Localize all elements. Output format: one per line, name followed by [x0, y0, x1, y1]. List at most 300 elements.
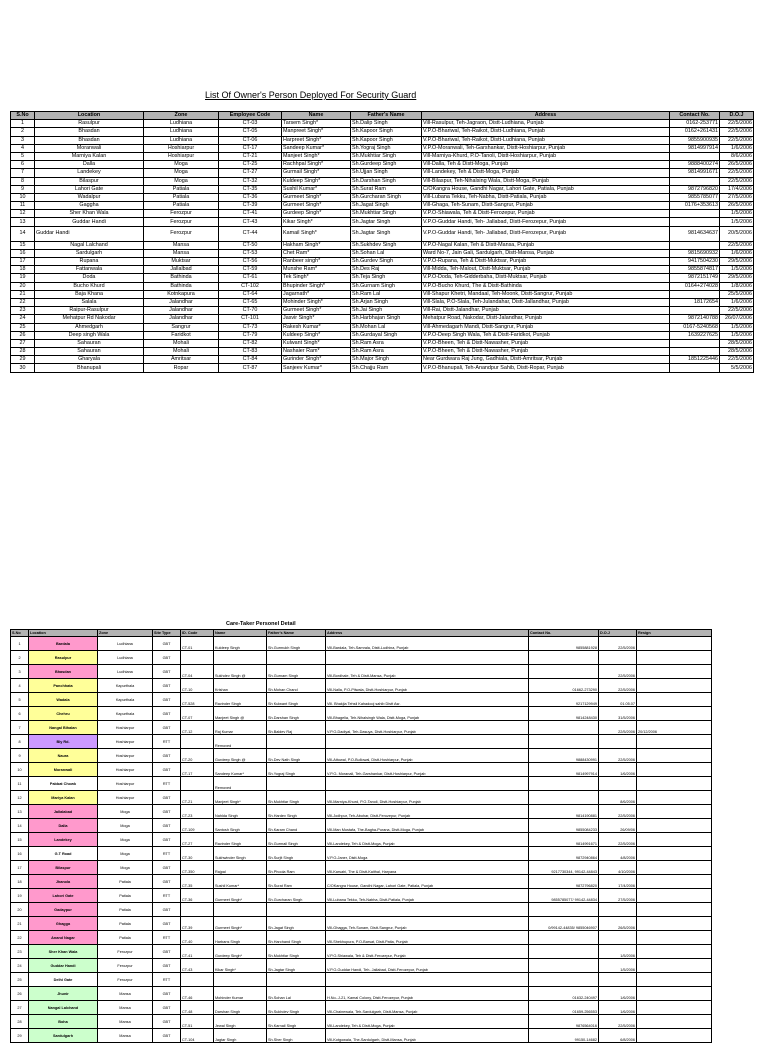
ct-cell-father-name: Sh.Surjit Singh	[267, 847, 326, 861]
cell-address: Vill-Rasulpur, Teh-Jagraon, Distt-Ludhiana, Punjab	[422, 120, 670, 128]
ct-cell-doj: 01.05.07	[599, 693, 637, 707]
ct-cell-site-type: GBT	[153, 1029, 181, 1043]
cell-name: Kulwant Singh*	[282, 339, 351, 347]
cell-sno: 21	[11, 290, 35, 298]
cell-contact: 9872796820	[670, 185, 720, 193]
ct-cell-location: Anand Nagar	[29, 931, 98, 945]
cell-sno: 23	[11, 307, 35, 315]
ct-cell-resign	[637, 651, 712, 665]
ct-cell-contact	[529, 973, 599, 987]
ct-cell-father-name: Sh.Dev Nath Singh	[267, 749, 326, 763]
ct-cell-resign	[637, 791, 712, 805]
ct-cell-address	[326, 903, 529, 917]
cell-contact: 9815690932	[670, 249, 720, 257]
cell-sno: 4	[11, 144, 35, 152]
cell-address: Vill-Landekey, Teh & Distt-Moga, Punjab	[422, 169, 670, 177]
ct-cell-name: Kuldeep Singh	[214, 637, 267, 651]
cell-address: C/OKangra House, Gandhi Nagar, Lahori Gate, Patiala, Punjab	[422, 185, 670, 193]
cell-name: Manjeet Singh*	[282, 152, 351, 160]
cell-doj: 25/5/2006	[720, 290, 754, 298]
cell-doj: 1/6/2006	[720, 298, 754, 306]
cell-doj: 1/5/2006	[720, 218, 754, 226]
cell-contact	[670, 348, 720, 356]
ct-cell-contact	[529, 791, 599, 805]
ct-cell-address: Vill-Nalla, P.O-Pitwala, Distt-Hoshiarpur, Punjab	[326, 679, 529, 693]
ct-cell-sno: 4	[11, 679, 29, 693]
ct-header-site-type: Site Type	[153, 630, 181, 637]
ct-cell-resign	[637, 637, 712, 651]
ct-cell-resign	[637, 749, 712, 763]
ct-cell-id-code: CT-40	[181, 931, 214, 945]
ct-cell-site-type: RTT	[153, 777, 181, 791]
cell-sno: 25	[11, 323, 35, 331]
cell-sno: 1	[11, 120, 35, 128]
ct-cell-address	[326, 735, 529, 749]
ct-cell-address: V.P.O- Moranali, Teh-Garshankar, Distt-Hoshiarpur, Punjab	[326, 763, 529, 777]
ct-cell-zone: Hoshiarpur	[98, 763, 153, 777]
cell-father-name: Sh.Gurcharan Singh	[351, 193, 422, 201]
cell-employee-code: CT-27	[219, 169, 282, 177]
ct-cell-location: Dalla	[29, 819, 98, 833]
ct-cell-name: Rajpal	[214, 861, 267, 875]
cell-doj: 22/5/2006	[720, 307, 754, 315]
ct-cell-sno: 24	[11, 959, 29, 973]
cell-doj: 22/5/2006	[720, 356, 754, 364]
cell-doj: 22/5/2006	[720, 241, 754, 249]
table-row	[11, 777, 712, 791]
cell-employee-code: CT-102	[219, 282, 282, 290]
cell-zone: Mohali	[144, 348, 219, 356]
cell-contact: 9855785077	[670, 193, 720, 201]
cell-employee-code: CT-39	[219, 202, 282, 210]
ct-cell-id-code: CT-10	[181, 679, 214, 693]
ct-cell-doj: 26/09/06	[599, 819, 637, 833]
cell-employee-code: CT-82	[219, 339, 282, 347]
ct-cell-address: Vill-Chainewala, Teh-Sardulgarh, Distt-Mansa, Punjab	[326, 1001, 529, 1015]
ct-cell-father-name: Sh.Sher Singh	[267, 1029, 326, 1043]
cell-father-name: Sh.Jagtar Singh	[351, 218, 422, 226]
ct-cell-doj: 22/5/2006	[599, 679, 637, 693]
cell-address: V.P.O-Guddar Handi, Teh- Jallabad, Distt-Ferozepur, Punjab	[422, 218, 670, 226]
cell-address: Vill-Shapur Khetri, Mandaal, Teh-Moonk, Distt-Sangrur, Punjab	[422, 290, 670, 298]
cell-zone: Mansa	[144, 241, 219, 249]
cell-father-name: Sh.Mohan Lal	[351, 323, 422, 331]
cell-location: Marniya Kalan	[35, 152, 144, 160]
ct-cell-father-name: Sh.Sukhdev Singh	[267, 1001, 326, 1015]
cell-doj: 22/5/2006	[720, 169, 754, 177]
ct-cell-doj: 22/5/2006	[599, 721, 637, 735]
owner-table-header	[11, 112, 754, 120]
ct-cell-site-type: GBT	[153, 819, 181, 833]
cell-location: Ahmedgarh	[35, 323, 144, 331]
cell-location: Bhasdan	[35, 128, 144, 136]
ct-cell-father-name: Sh.Baldev Raj	[267, 721, 326, 735]
cell-sno: 7	[11, 169, 35, 177]
table-row	[11, 120, 754, 128]
ct-cell-name: Mohinder Kumar	[214, 987, 267, 1001]
ct-cell-site-type: GBT	[153, 679, 181, 693]
ct-header-name: Name	[214, 630, 267, 637]
ct-cell-father-name: Sh.Gurmail Singh	[267, 833, 326, 847]
cell-address: V.P.O-Bhariwal, Teh-Raikot, Distt-Ludhiana, Punjab	[422, 128, 670, 136]
cell-address: V.P.O-Moranwali, Teh-Garshankar, Distt-Hoshiarpur, Punjab	[422, 144, 670, 152]
ct-cell-resign	[637, 1001, 712, 1015]
table-row	[11, 266, 754, 274]
cell-father-name: Sh.Mukhtiar Singh	[351, 152, 422, 160]
table-row	[11, 356, 754, 364]
cell-father-name: Sh.Jagtar Singh	[351, 226, 422, 241]
ct-header-father-name: Father's Name	[267, 630, 326, 637]
ct-cell-contact	[529, 959, 599, 973]
cell-sno: 27	[11, 339, 35, 347]
cell-location: Rupana	[35, 258, 144, 266]
cell-employee-code: CT-44	[219, 226, 282, 241]
cell-father-name: Sh.Sohan Lal	[351, 249, 422, 257]
ct-cell-id-code: CT-01	[181, 637, 214, 651]
cell-contact: 0164+274028	[670, 282, 720, 290]
ct-header-address: Address	[326, 630, 529, 637]
cell-contact: 9814997914	[670, 144, 720, 152]
cell-location: Bhasdan	[35, 136, 144, 144]
cell-name: Rachhpal Singh*	[282, 161, 351, 169]
ct-cell-zone: Moga	[98, 833, 153, 847]
ct-cell-sno: 28	[11, 1015, 29, 1029]
ct-cell-zone: Moga	[98, 805, 153, 819]
ct-cell-name: Raj Kumar	[214, 721, 267, 735]
cell-father-name: Sh.Jai Singh	[351, 307, 422, 315]
ct-cell-site-type: GBT	[153, 917, 181, 931]
ct-cell-doj: 22/5/2006	[599, 833, 637, 847]
ct-cell-contact: 9814248430	[529, 707, 599, 721]
cell-zone: Ferozpur	[144, 210, 219, 218]
cell-contact	[670, 307, 720, 315]
cell-sno: 28	[11, 348, 35, 356]
cell-contact: 9855874817	[670, 266, 720, 274]
table-row	[11, 218, 754, 226]
ct-cell-doj	[599, 651, 637, 665]
cell-doj: 8/6/2006	[720, 152, 754, 160]
ct-cell-address: Vill. Bhakjia Tehsil Kahadooj sahib Distt Asr.	[326, 693, 529, 707]
ct-cell-location: Lahori Gate	[29, 889, 98, 903]
table-row	[11, 185, 754, 193]
header-doj: D.O.J	[720, 112, 754, 120]
ct-cell-resign	[637, 679, 712, 693]
header-location: Location	[35, 112, 144, 120]
cell-father-name: Sh.Harbhajan Singh	[351, 315, 422, 323]
cell-sno: 6	[11, 161, 35, 169]
ct-cell-location: Panchhata	[29, 679, 98, 693]
cell-doj: 1/8/2006	[720, 282, 754, 290]
ct-cell-doj: 1/5/2006	[599, 945, 637, 959]
cell-location: Sher Khan Wala	[35, 210, 144, 218]
cell-contact: 9814991671	[670, 169, 720, 177]
cell-father-name: Sh.Darshan Singh	[351, 177, 422, 185]
cell-zone: Patiala	[144, 202, 219, 210]
ct-cell-sno: 6	[11, 707, 29, 721]
ct-cell-contact: 9855084233	[529, 819, 599, 833]
cell-location: Moranwali	[35, 144, 144, 152]
ct-cell-id-code: CT-23	[181, 805, 214, 819]
table-row	[11, 298, 754, 306]
table-row	[11, 282, 754, 290]
cell-sno: 29	[11, 356, 35, 364]
ct-cell-address: Vill-Bordhale, Teh & Distt-Mansa, Punjab	[326, 665, 529, 679]
cell-name: Sushil Kumar*	[282, 185, 351, 193]
ct-cell-location: Bilaspur	[29, 861, 98, 875]
cell-zone: Ferozpur	[144, 226, 219, 241]
ct-cell-sno: 17	[11, 861, 29, 875]
table-row	[11, 665, 712, 679]
cell-sno: 17	[11, 258, 35, 266]
ct-cell-name: Ravinder Singh	[214, 693, 267, 707]
table-row	[11, 241, 754, 249]
cell-sno: 16	[11, 249, 35, 257]
cell-address: Vill-Ahmedagarh Mandi, Distt-Sangrur, Punjab	[422, 323, 670, 331]
cell-zone: Kotnkapura	[144, 290, 219, 298]
cell-location: Sahauran	[35, 348, 144, 356]
ct-cell-doj: 17/4/2006	[599, 875, 637, 889]
ct-cell-location: Bhasdan	[29, 665, 98, 679]
caretaker-personnel-table	[10, 629, 712, 1043]
ct-cell-contact	[529, 721, 599, 735]
cell-doj: 22/5/2006	[720, 128, 754, 136]
cell-contact: 9417504230	[670, 258, 720, 266]
table-row	[11, 1001, 712, 1015]
table-row	[11, 315, 754, 323]
ct-cell-name	[214, 903, 267, 917]
cell-address: V.P.O-Shiawala, Teh & Distt-Ferozepur, Punjab	[422, 210, 670, 218]
cell-contact: 0162+261431	[670, 128, 720, 136]
ct-cell-name: Gurdeep Singh*	[214, 945, 267, 959]
cell-address: Ward No-7, Jain Gali, Sardulgarh, Distt-Mansa, Punjab	[422, 249, 670, 257]
ct-cell-doj: 1/6/2006	[599, 1001, 637, 1015]
cell-employee-code: CT-84	[219, 356, 282, 364]
table-row	[11, 226, 754, 241]
ct-cell-zone: Mansa	[98, 1001, 153, 1015]
cell-contact	[670, 177, 720, 185]
ct-cell-id-code: CT-30	[181, 847, 214, 861]
header-zone: Zone	[144, 112, 219, 120]
cell-father-name: Sh.Kapoor Singh	[351, 128, 422, 136]
ct-cell-doj	[599, 931, 637, 945]
table-row	[11, 193, 754, 201]
ct-cell-doj	[599, 777, 637, 791]
ct-cell-resign	[637, 903, 712, 917]
ct-cell-location: G.T Road	[29, 847, 98, 861]
cell-address: V.P.O-Bhanupali, Teh-Anandpur Sahib, Distt-Ropar, Punjab	[422, 364, 670, 372]
ct-cell-location: Naura	[29, 749, 98, 763]
cell-employee-code: CT-73	[219, 323, 282, 331]
table-row	[11, 763, 712, 777]
ct-cell-zone: Patiala	[98, 903, 153, 917]
ct-cell-father-name: Sh.Yograj Singh	[267, 763, 326, 777]
cell-name: Jasvir Singh*	[282, 315, 351, 323]
cell-contact: 9855900935	[670, 136, 720, 144]
cell-name: Kuldeep Singh*	[282, 177, 351, 185]
table-row	[11, 152, 754, 160]
ct-cell-site-type: RTT	[153, 973, 181, 987]
ct-cell-address: Vill-Attowal, P.O-Bullowal, Distt-Hoshiarpur, Punjab	[326, 749, 529, 763]
ct-cell-father-name: Sh.Gurcharan Singh	[267, 889, 326, 903]
ct-cell-address: Vill-Marniya-Khurd, P.O-Tanoli, Distt-Hoshiarpur, Punjab	[326, 791, 529, 805]
cell-zone: Bathinda	[144, 274, 219, 282]
cell-sno: 22	[11, 298, 35, 306]
ct-cell-sno: 9	[11, 749, 29, 763]
cell-employee-code: CT-53	[219, 249, 282, 257]
cell-employee-code: CT-79	[219, 331, 282, 339]
table-row	[11, 249, 754, 257]
cell-contact	[670, 210, 720, 218]
ct-cell-site-type: GBT	[153, 833, 181, 847]
cell-contact: 9872140788	[670, 315, 720, 323]
cell-name: Kikar Singh*	[282, 218, 351, 226]
table-row	[11, 348, 754, 356]
cell-sno: 15	[11, 241, 35, 249]
cell-address: V.P.O-Bucho Khurd, The & Distt-Bathinda	[422, 282, 670, 290]
cell-father-name: Sh.Teja Singh	[351, 274, 422, 282]
table-row	[11, 861, 712, 875]
ct-cell-sno: 26	[11, 987, 29, 1001]
ct-cell-doj: 31/5/2006	[599, 707, 637, 721]
ct-cell-father-name: Sh.Mohan Chand	[267, 679, 326, 693]
ct-cell-father-name	[267, 735, 326, 749]
ct-cell-id-code: CT-41	[181, 945, 214, 959]
owner-personnel-table	[10, 111, 754, 373]
ct-cell-father-name: Sh.Darshan Singh	[267, 707, 326, 721]
ct-cell-id-code: CT-21	[181, 791, 214, 805]
cell-employee-code: CT-41	[219, 210, 282, 218]
ct-cell-father-name: Sh.Jagat Singh	[267, 917, 326, 931]
cell-employee-code: CT-43	[219, 218, 282, 226]
cell-contact: 1851225446	[670, 356, 720, 364]
ct-cell-address: Vill-Karsahi, The & Distt-Kaithal, Haryana	[326, 861, 529, 875]
ct-cell-id-code: CT-17	[181, 763, 214, 777]
table-row	[11, 889, 712, 903]
ct-cell-address: Vill-Landekey, Teh & Distt-Moga, Punjab	[326, 1015, 529, 1029]
cell-father-name: Sh.Gurnam Singh	[351, 282, 422, 290]
cell-zone: Ludhiana	[144, 136, 219, 144]
ct-cell-id-code	[181, 973, 214, 987]
cell-father-name: Sh.Surat Ram	[351, 185, 422, 193]
cell-sno: 2	[11, 128, 35, 136]
cell-address: V.P.O-Deep Singh Wala, Teh & Distt-Faridkot, Punjab	[422, 331, 670, 339]
ct-cell-location: Sardulgarh	[29, 1029, 98, 1043]
ct-cell-sno: 22	[11, 931, 29, 945]
ct-cell-contact: 99150-14682	[529, 1029, 599, 1043]
cell-contact	[670, 339, 720, 347]
cell-employee-code: CT-64	[219, 290, 282, 298]
cell-address: V.P.O-Bheen, Teh & Distt-Nawasher, Punjab	[422, 339, 670, 347]
ct-cell-site-type: GBT	[153, 637, 181, 651]
ct-cell-zone: Ludhiana	[98, 665, 153, 679]
cell-name: Tek Singh*	[282, 274, 351, 282]
ct-cell-id-code: CT-39	[181, 917, 214, 931]
ct-cell-name: Gurmeet Singh*	[214, 889, 267, 903]
ct-cell-sno: 3	[11, 665, 29, 679]
ct-cell-location: Boha	[29, 1015, 98, 1029]
table-row	[11, 1029, 712, 1043]
cell-father-name: Sh.Jagat Singh	[351, 202, 422, 210]
ct-cell-id-code: CT-12	[181, 721, 214, 735]
cell-employee-code: CT-83	[219, 348, 282, 356]
table-row	[11, 307, 754, 315]
cell-zone: Moga	[144, 177, 219, 185]
ct-cell-location: Moranwali	[29, 763, 98, 777]
ct-cell-name: Removed	[214, 735, 267, 749]
ct-cell-name: Darshan Singh	[214, 1001, 267, 1015]
ct-cell-sno: 5	[11, 693, 29, 707]
ct-cell-contact: 9814190881	[529, 805, 599, 819]
cell-sno: 20	[11, 282, 35, 290]
table-row	[11, 679, 712, 693]
cell-zone: Mansa	[144, 249, 219, 257]
cell-employee-code: CT-35	[219, 185, 282, 193]
ct-cell-name: Harbans Singh	[214, 931, 267, 945]
ct-cell-contact	[529, 735, 599, 749]
cell-doj: 27/5/2006	[720, 193, 754, 201]
ct-cell-name: Ravinder Singh	[214, 833, 267, 847]
ct-cell-sno: 12	[11, 791, 29, 805]
cell-doj: 5/5/2006	[720, 364, 754, 372]
cell-location: Sardulgarh	[35, 249, 144, 257]
cell-location: Deep singh Wala	[35, 331, 144, 339]
ct-cell-sno: 19	[11, 889, 29, 903]
ct-cell-doj: 22/5/2006	[599, 749, 637, 763]
cell-name: Hakham Singh*	[282, 241, 351, 249]
ct-cell-doj: 22/5/2006	[599, 805, 637, 819]
ct-cell-id-code: CT-46	[181, 987, 214, 1001]
cell-zone: Patiala	[144, 185, 219, 193]
ct-cell-name: Manjeet Singh @	[214, 707, 267, 721]
ct-cell-name	[214, 973, 267, 987]
ct-cell-site-type: GBT	[153, 791, 181, 805]
cell-location: Bucho Khurd	[35, 282, 144, 290]
ct-cell-resign	[637, 763, 712, 777]
ct-cell-location: Bly Rd.	[29, 735, 98, 749]
cell-father-name: Sh.Ram Asra	[351, 348, 422, 356]
ct-cell-name: Krishan	[214, 679, 267, 693]
ct-cell-site-type: GBT	[153, 749, 181, 763]
table-row	[11, 144, 754, 152]
cell-doj: 20/5/2006	[720, 226, 754, 241]
cell-contact: 18172654	[670, 298, 720, 306]
cell-zone: Faridkot	[144, 331, 219, 339]
cell-location: Gaggha	[35, 202, 144, 210]
ct-cell-name: Sukhdev Singh @	[214, 665, 267, 679]
ct-cell-sno: 2	[11, 651, 29, 665]
ct-cell-site-type: GBT	[153, 707, 181, 721]
header-contact: Contact No.	[670, 112, 720, 120]
cell-doj: 29/5/2006	[720, 258, 754, 266]
cell-zone: Ropar	[144, 364, 219, 372]
cell-father-name: Sh.Ram Lal	[351, 290, 422, 298]
ct-cell-resign	[637, 777, 712, 791]
cell-location: Landekey	[35, 169, 144, 177]
ct-cell-site-type: RTT	[153, 889, 181, 903]
cell-father-name: Sh.Gurdev Singh	[351, 258, 422, 266]
cell-father-name: Sh.Ram Asra	[351, 339, 422, 347]
cell-contact: 9888400274	[670, 161, 720, 169]
ct-cell-name: Santosh Singh	[214, 819, 267, 833]
cell-sno: 19	[11, 274, 35, 282]
cell-address: V.P.O-Bhariwal, Teh-Raikot, Distt-Ludhiana, Punjab	[422, 136, 670, 144]
ct-cell-resign	[637, 693, 712, 707]
cell-father-name: Sh.Yograj Singh	[351, 144, 422, 152]
cell-zone: Patiala	[144, 193, 219, 201]
ct-cell-doj	[599, 903, 637, 917]
ct-cell-doj: 22/5/2006	[599, 665, 637, 679]
ct-cell-id-code: CT-350	[181, 861, 214, 875]
